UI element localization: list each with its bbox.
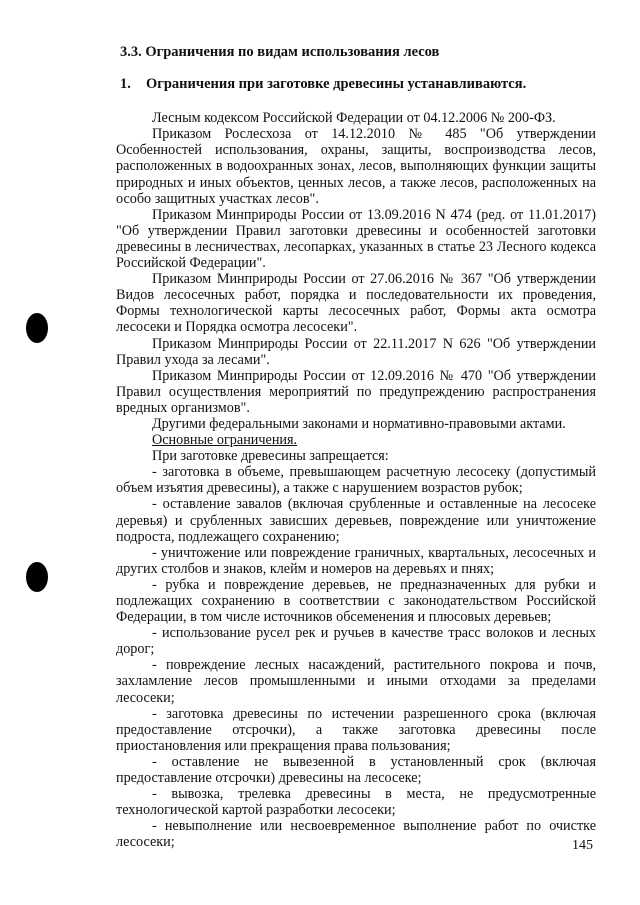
paragraph-order-367: Приказом Минприроды России от 27.06.2016 № 367 "Об утверждении Видов лесосечных работ, порядка и последовательности их проведения, Формы технологической карты лесосечных работ, Формы акта осмотра лесосеки и Порядка осмотра лесосеки".	[116, 271, 596, 336]
section-title: 3.3. Ограничения по видам использования лесов	[120, 44, 440, 60]
list-item: - оставление не вывезенной в установленный срок (включая предоставление отсрочки) древесины на лесосеке;	[116, 753, 596, 787]
list-item: - использование русел рек и ручьев в качестве трасс волоков и лесных дорог;	[116, 625, 596, 658]
paragraph-other-laws: Другими федеральными законами и нормативно-правовыми актами.	[152, 415, 566, 432]
subheading-number: 1.	[120, 76, 131, 93]
paragraph-prohibited-intro: При заготовке древесины запрещается:	[152, 448, 389, 465]
paragraph-order-470: Приказом Минприроды России от 12.09.2016 № 470 "Об утверждении Правил осуществления мероприятий по предупреждению распространения вредных организмов".	[116, 367, 596, 416]
list-item: - вывозка, трелевка древесины в места, не предусмотренные технологической картой разработки лесосеки;	[116, 786, 596, 819]
list-item: - заготовка древесины по истечении разрешенного срока (включая предоставление отсрочки), а также заготовка древесины после приостановления или прекращения права пользования;	[116, 705, 596, 754]
paragraph-forest-code: Лесным кодексом Российской Федерации от 04.12.2006 № 200-ФЗ.	[152, 110, 556, 127]
page-content	[116, 44, 596, 851]
list-item: - оставление завалов (включая срубленные и оставленные на лесосеке деревья) и срубленных зависших деревьев, повреждение или уничтожение подроста, подлежащего сохранению;	[116, 496, 596, 545]
subheading-text: Ограничения при заготовке древесины устанавливаются.	[146, 76, 527, 93]
list-item: - уничтожение или повреждение граничных, квартальных, лесосечных и других столбов и знаков, клейм и номеров на деревьях и пнях;	[116, 544, 596, 577]
list-item: - рубка и повреждение деревьев, не предназначенных для рубки и подлежащих сохранению в соответствии с законодательством Российской Федерации, в том числе источников обсеменения и плюсовых деревьев;	[116, 576, 596, 626]
list-item: - заготовка в объеме, превышающем расчетную лесосеку (допустимый объем изъятия древесины), а также с нарушением возрастов рубок;	[116, 464, 596, 497]
main-restrictions-heading: Основные ограничения.	[152, 432, 298, 449]
subheading	[120, 76, 596, 92]
list-item: - повреждение лесных насаждений, растительного покрова и почв, захламление лесов промышленными и иными отходами за пределами лесосеки;	[116, 657, 596, 706]
punch-hole-top	[26, 313, 48, 343]
punch-hole-bottom	[26, 562, 48, 592]
page-number: 145	[572, 838, 593, 853]
paragraph-order-474: Приказом Минприроды России от 13.09.2016 N 474 (ред. от 11.01.2017) "Об утверждении Правил заготовки древесины и особенностей заготовки древесины в лесничествах, лесопарках, указанных в статье 23 Лесного кодекса Российской Федерации".	[116, 206, 596, 272]
paragraph-order-626: Приказом Минприроды России от 22.11.2017 N 626 "Об утверждении Правил ухода за лесами".	[116, 335, 596, 368]
list-item: - невыполнение или несвоевременное выполнение работ по очистке лесосеки;	[116, 818, 596, 851]
paragraph-order-485: Приказом Рослесхоза от 14.12.2010 № 485 "Об утверждении Особенностей использования, охраны, защиты, воспроизводства лесов, расположенных в водоохранных зонах, лесов, выполняющих функции защиты природных и иных объектов, ценных лесов, а также лесов, расположенных на особо защитных участках лесов".	[116, 126, 596, 207]
